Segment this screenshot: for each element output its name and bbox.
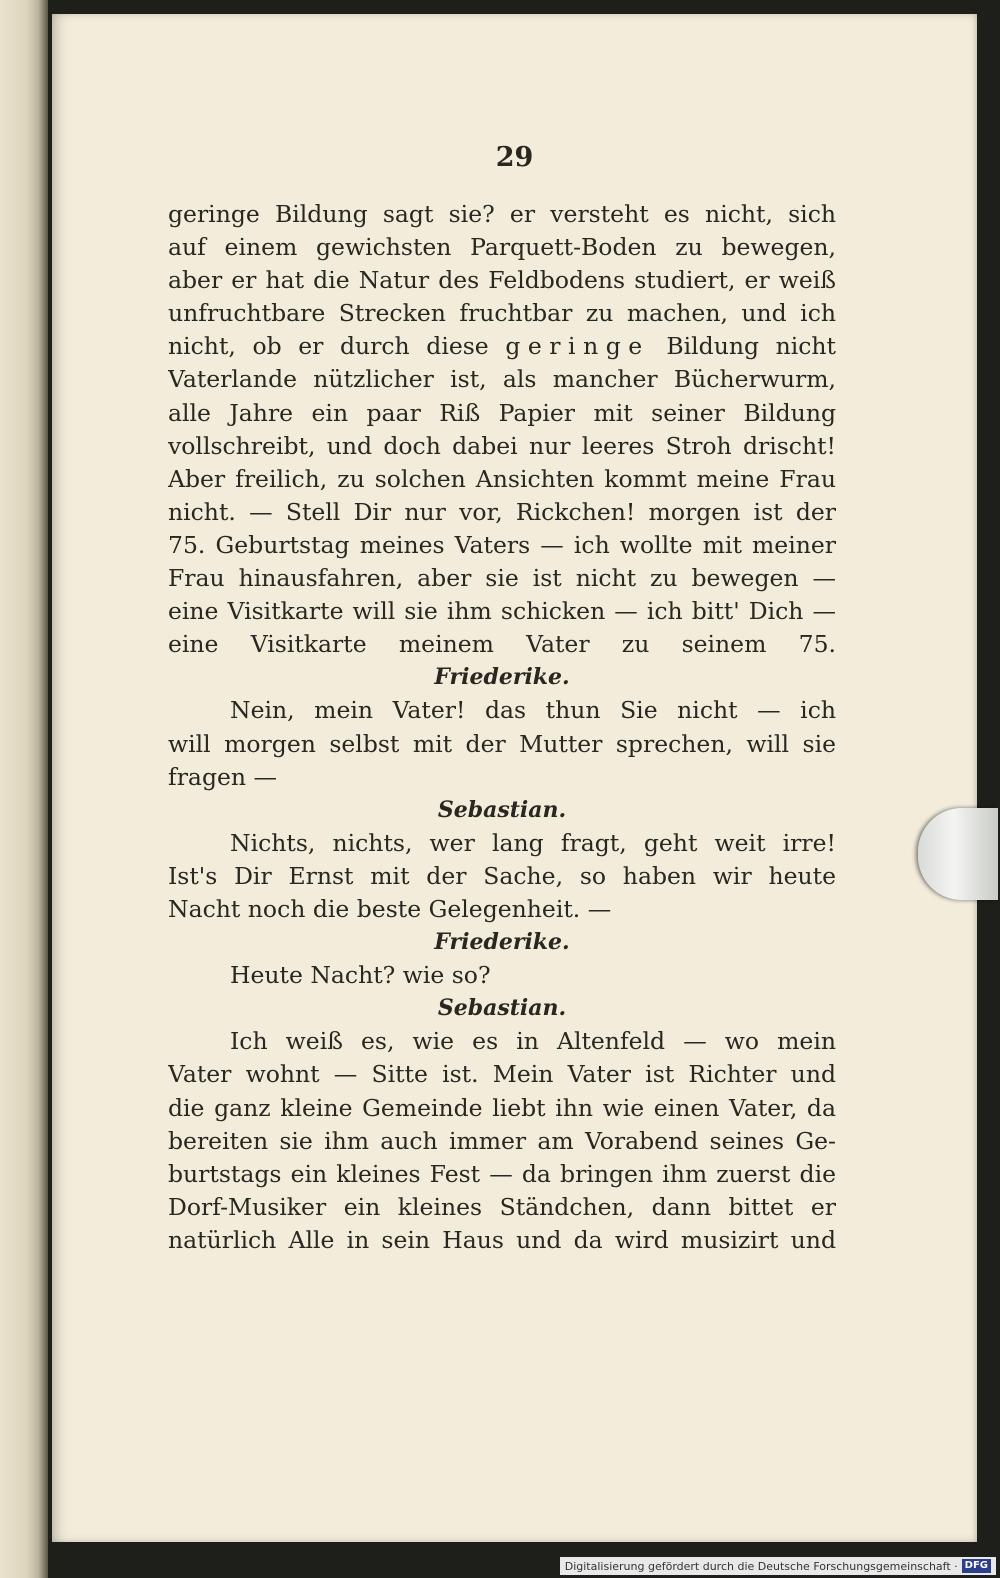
adjacent-page-edge xyxy=(0,0,48,1578)
text-line: natürlich Alle in sein Haus und da wird musizirt und xyxy=(168,1225,836,1254)
text-line: Ich weiß es, wie es in Altenfeld — wo mein xyxy=(230,1027,836,1056)
text-line: bereiten sie ihm auch immer am Vorabend seines Ge- xyxy=(168,1126,836,1155)
emphasized-word: geringe xyxy=(505,332,650,361)
page-number: 29 xyxy=(495,142,534,173)
text-line: Nichts, nichts, wer lang fragt, geht weit irre! xyxy=(230,828,836,857)
text-line: Nacht noch die beste Gelegenheit. — xyxy=(168,894,612,923)
page-text xyxy=(168,198,836,1257)
text-line: Frau hinausfahren, aber sie ist nicht zu bewegen — xyxy=(168,564,836,593)
text-line: will morgen selbst mit der Mutter sprechen, will sie xyxy=(168,729,836,758)
text-line: geringe Bildung sagt sie? er versteht es nicht, sich xyxy=(168,200,836,228)
text-line: Nein, mein Vater! das thun Sie nicht — ich xyxy=(230,696,836,725)
text-line: burtstags ein kleines Fest — da bringen ihm zuerst die xyxy=(168,1159,836,1188)
text-line: aber er hat die Natur des Feldbodens studiert, er weiß xyxy=(168,266,836,295)
text-line: alle Jahre ein paar Riß Papier mit seiner Bildung xyxy=(168,398,836,427)
speaker-name: Friederike. xyxy=(434,929,570,956)
text-fragment: nicht, ob er durch diese xyxy=(168,332,506,361)
text-line: Vater wohnt — Sitte ist. Mein Vater ist Richter und xyxy=(168,1060,836,1089)
text-line: Ist's Dir Ernst mit der Sache, so haben wir heute xyxy=(168,861,836,890)
book-page xyxy=(52,14,977,1542)
dfg-logo: DFG xyxy=(962,1559,991,1573)
text-line: eine Visitkarte will sie ihm schicken — ich bitt' Dich — xyxy=(168,597,836,626)
text-line: unfruchtbare Strecken fruchtbar zu machen, und ich xyxy=(168,299,836,328)
speaker-name: Friederike. xyxy=(434,664,570,691)
text-line xyxy=(168,330,836,363)
text-fragment: Bildung nicht xyxy=(666,332,836,361)
text-line: die ganz kleine Gemeinde liebt ihn wie einen Vater, da xyxy=(168,1093,836,1122)
text-line: eine Visitkarte meinem Vater zu seinem 75. xyxy=(168,630,836,659)
text-line: Dorf-Musiker ein kleines Ständchen, dann bittet er xyxy=(168,1192,836,1221)
text-line: fragen — xyxy=(168,762,277,791)
text-line: Heute Nacht? wie so? xyxy=(230,961,491,990)
speaker-name: Sebastian. xyxy=(437,796,567,823)
credit-text: Digitalisierung gefördert durch die Deutsche Forschungsgemeinschaft · xyxy=(564,1559,958,1573)
text-line: 75. Geburtstag meines Vaters — ich wollte mit meiner xyxy=(168,530,836,559)
text-line: Aber freilich, zu solchen Ansichten kommt meine Frau xyxy=(168,464,836,493)
text-line: nicht. — Stell Dir nur vor, Rickchen! morgen ist der xyxy=(168,497,836,526)
text-line: auf einem gewichsten Parquett-Boden zu bewegen, xyxy=(168,233,836,262)
digitization-credit xyxy=(560,1557,996,1575)
text-line: Vaterlande nützlicher ist, als mancher Bücherwurm, xyxy=(168,365,836,394)
scan-color-tab xyxy=(918,808,998,900)
text-line: vollschreibt, und doch dabei nur leeres Stroh drischt! xyxy=(168,431,836,460)
speaker-name: Sebastian. xyxy=(437,995,567,1022)
